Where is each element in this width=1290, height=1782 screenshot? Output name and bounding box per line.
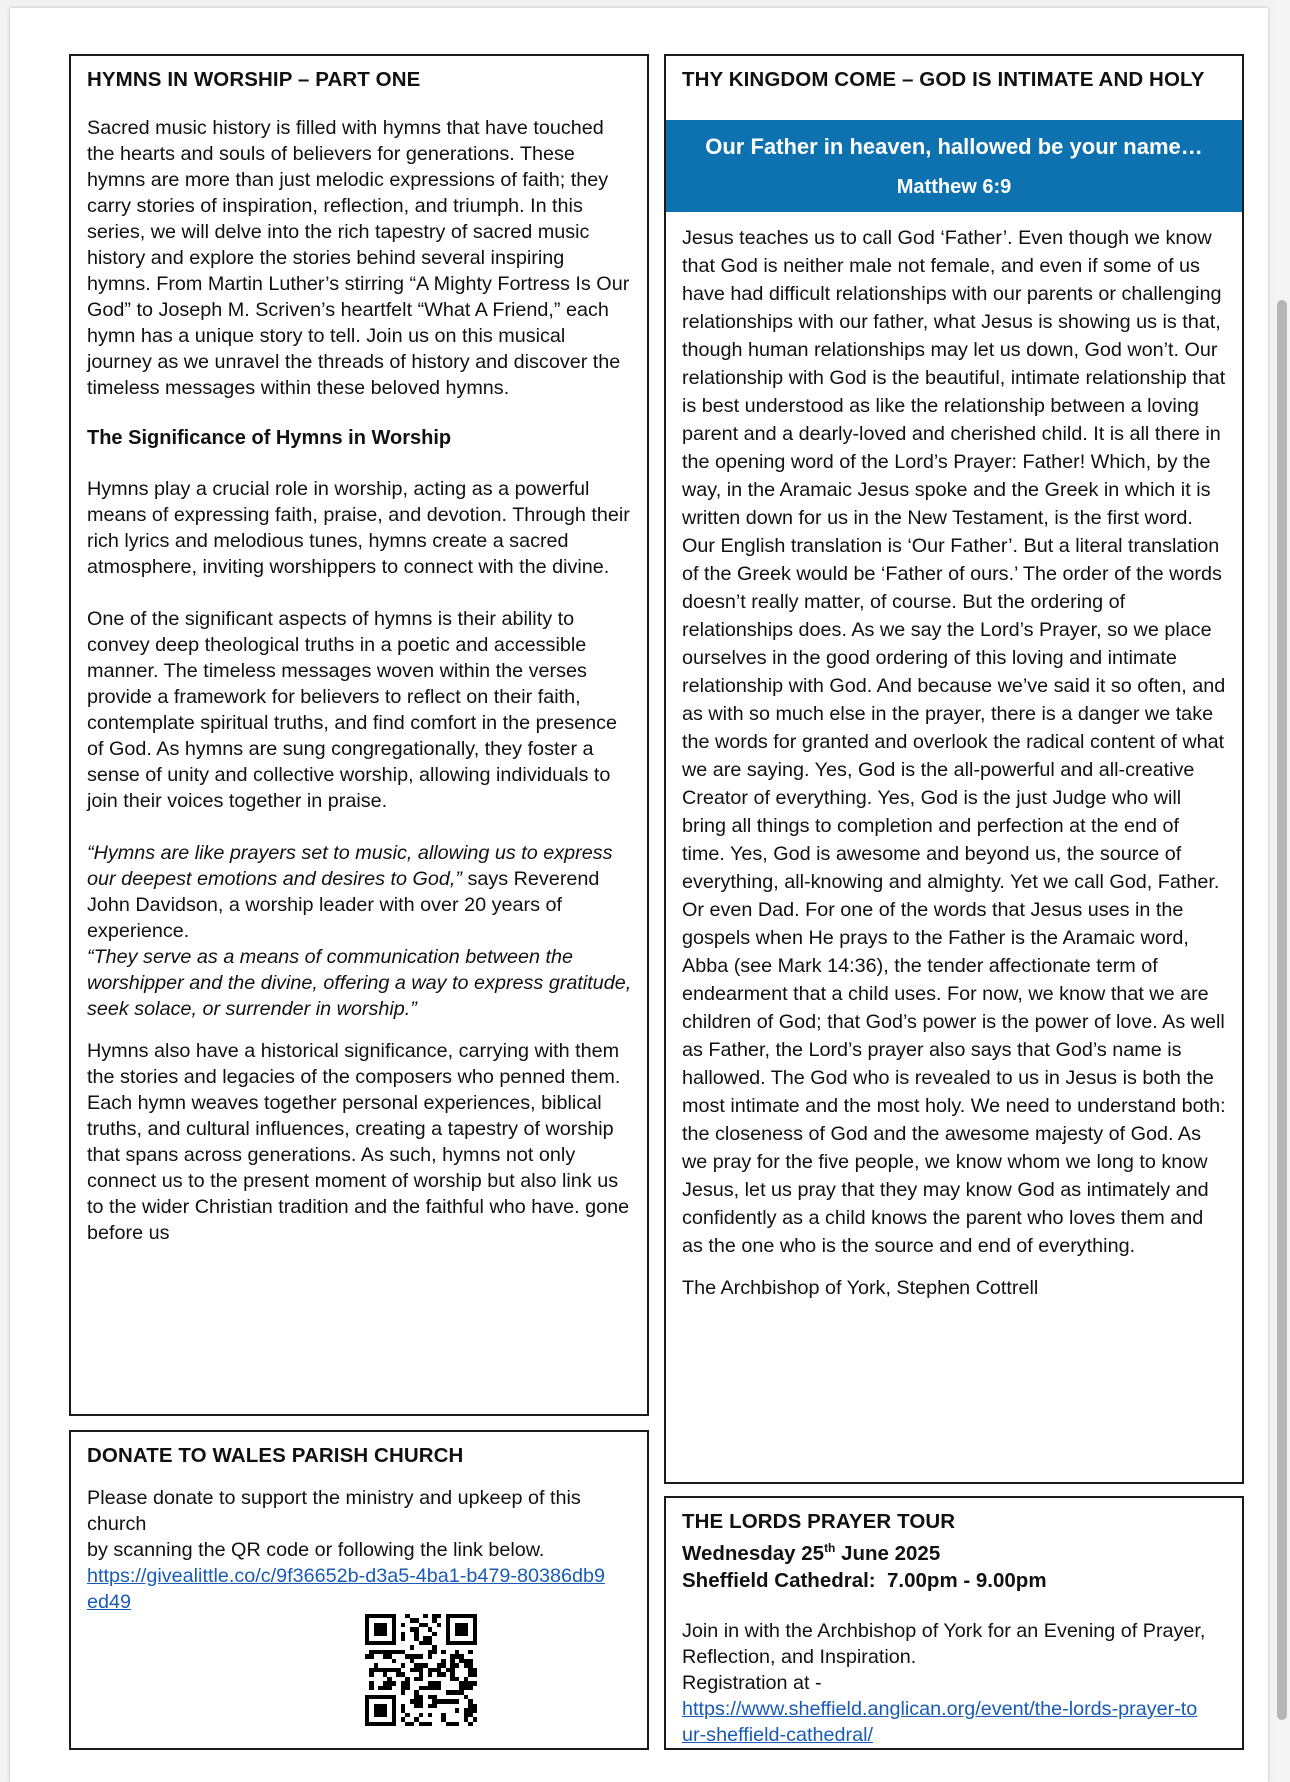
- hymns-subheading: The Significance of Hymns in Worship: [87, 427, 452, 450]
- hymns-quote-attribution: says Reverend John Davidson, a worship leader with over 20 years of experience.: [87, 868, 600, 943]
- scrollbar-thumb[interactable]: [1277, 300, 1287, 1720]
- hymns-para-3: Hymns also have a historical significance, carrying with them the stories and legacies of the composers who penned them. Each hymn weaves together personal experiences, biblical truths, and cultural influences, creating a tapestry of worship that spans across generations. As such, hymns not only connect us to the present moment of worship but also link us to the wider Christian tradition and the faithful who have. gone before us: [87, 1040, 630, 1245]
- hymns-quote-2: “They serve as a means of communication between the worshipper and the divine, offering a way to express gratitude, seek solace, or surrender in worship.”: [87, 946, 632, 1021]
- tour-registration-link[interactable]: https://www.sheffield.anglican.org/event/the-lords-prayer-tour-sheffield-cathedral/: [682, 1697, 1198, 1746]
- hymns-title: HYMNS IN WORSHIP – PART ONE: [87, 68, 421, 91]
- scripture-text: Our Father in heaven, hallowed be your name…: [705, 134, 1203, 159]
- hymns-quote-block: [87, 840, 632, 944]
- tour-date-suffix: th: [824, 1541, 836, 1556]
- kingdom-body: Jesus teaches us to call God ‘Father’. Even though we know that God is neither male not female, and even if some of us have had difficult relationships with our parents or challenging relationships with our father, what Jesus is showing us is that, though human relationships may let us down, God won’t. Our relationship with God is the beautiful, intimate relationship that is best understood as like the relationship between a loving parent and a dearly-loved and cherished child. It is all there in the opening word of the Lord’s Prayer: Father! Which, by the way, in the Aramaic Jesus spoke and the Greek in which it is written down for us in the New Testament, is the first word. Our English translation is ‘Our Father’. But a literal translation of the Greek would be ‘Father of ours.’ The order of the words doesn’t really matter, of course. But the ordering of relationships does. As we say the Lord’s Prayer, so we place ourselves in the good ordering of this loving and intimate relationship with God. And because we’ve said it so often, and as with so much else in the prayer, there is a danger we take the words for granted and overlook the radical content of what we are saying. Yes, God is the all-powerful and all-creative Creator of everything. Yes, God is the just Judge who will bring all things to completion and perfection at the end of time. Yes, God is awesome and beyond us, the source of everything, all-knowing and almighty. Yet we call God, Father. Or even Dad. For one of the words that Jesus uses in the gospels when He prays to the Father is the Aramaic word, Abba (see Mark 14:36), the tender affectionate term of endearment that a child uses. For now, we know that we are children of God; that God’s power is the power of love. As well as Father, the Lord’s prayer also says that God’s name is hallowed. The God who is revealed to us in Jesus is both the most intimate and the most holy. We need to understand both: the closeness of God and the awesome majesty of God. As we pray for the five people, we know whom we long to know Jesus, let us pray that they may know God as intimately and confidently as a child knows the parent who loves them and as the one who is the source and end of everything.: [682, 227, 1226, 1257]
- donate-title: DONATE TO WALES PARISH CHURCH: [87, 1444, 464, 1467]
- scrollbar-track[interactable]: [1274, 0, 1290, 1782]
- tour-date-month: June 2025: [835, 1541, 941, 1565]
- scripture-reference: Matthew 6:9: [896, 176, 1012, 198]
- hymns-para-2: One of the significant aspects of hymns is their ability to convey deep theological truths in a poetic and accessible manner. The timeless messages woven within the verses provide a framework for believers to reflect on their faith, contemplate spiritual truths, and find comfort in the presence of God. As hymns are sung congregationally, they foster a sense of unity and collective worship, allowing individuals to join their voices together in praise.: [87, 608, 617, 813]
- tour-venue: Sheffield Cathedral: 7.00pm - 9.00pm: [682, 1568, 1047, 1592]
- donate-line-1: Please donate to support the ministry and upkeep of this church: [87, 1487, 581, 1536]
- kingdom-article: [664, 54, 1244, 1484]
- tour-box: [664, 1496, 1244, 1750]
- hymns-article: [69, 54, 649, 1416]
- scripture-banner: [666, 120, 1242, 212]
- hymns-quote-1: “Hymns are like prayers set to music, allowing us to express our deepest emotions and desires to God,”: [87, 842, 613, 891]
- hymns-para-1: Hymns play a crucial role in worship, acting as a powerful means of expressing faith, praise, and devotion. Through their rich lyrics and melodious tunes, hymns create a sacred atmosphere, inviting worshippers to connect with the divine.: [87, 478, 630, 579]
- donate-box: [69, 1430, 649, 1750]
- tour-date-day: Wednesday 25: [682, 1541, 825, 1565]
- tour-registration-label: Registration at -: [682, 1671, 822, 1694]
- newsletter-page: [10, 8, 1268, 1782]
- donate-line-2: by scanning the QR code or following the link below.: [87, 1539, 545, 1562]
- tour-date: [682, 1535, 1227, 1567]
- tour-title: THE LORDS PRAYER TOUR: [682, 1510, 956, 1533]
- qr-code: [365, 1614, 477, 1726]
- kingdom-signature: The Archbishop of York, Stephen Cottrell: [682, 1277, 1039, 1299]
- hymns-intro: Sacred music history is filled with hymns that have touched the hearts and souls of believers for generations. These hymns are more than just melodic expressions of faith; they carry stories of inspiration, reflection, and triumph. In this series, we will delve into the rich tapestry of sacred music history and explore the stories behind several inspiring hymns. From Martin Luther’s stirring “A Mighty Fortress Is Our God” to Joseph M. Scriven’s heartfelt “What A Friend,” each hymn has a unique story to tell. Join us on this musical journey as we unravel the threads of history and discover the timeless messages within these beloved hymns.: [87, 117, 630, 400]
- kingdom-title: THY KINGDOM COME – GOD IS INTIMATE AND HOLY: [682, 68, 1205, 91]
- tour-description: Join in with the Archbishop of York for an Evening of Prayer, Reflection, and Inspiration.: [682, 1619, 1206, 1668]
- donate-link[interactable]: https://givealittle.co/c/9f36652b-d3a5-4ba1-b479-80386db9ed49: [87, 1565, 605, 1614]
